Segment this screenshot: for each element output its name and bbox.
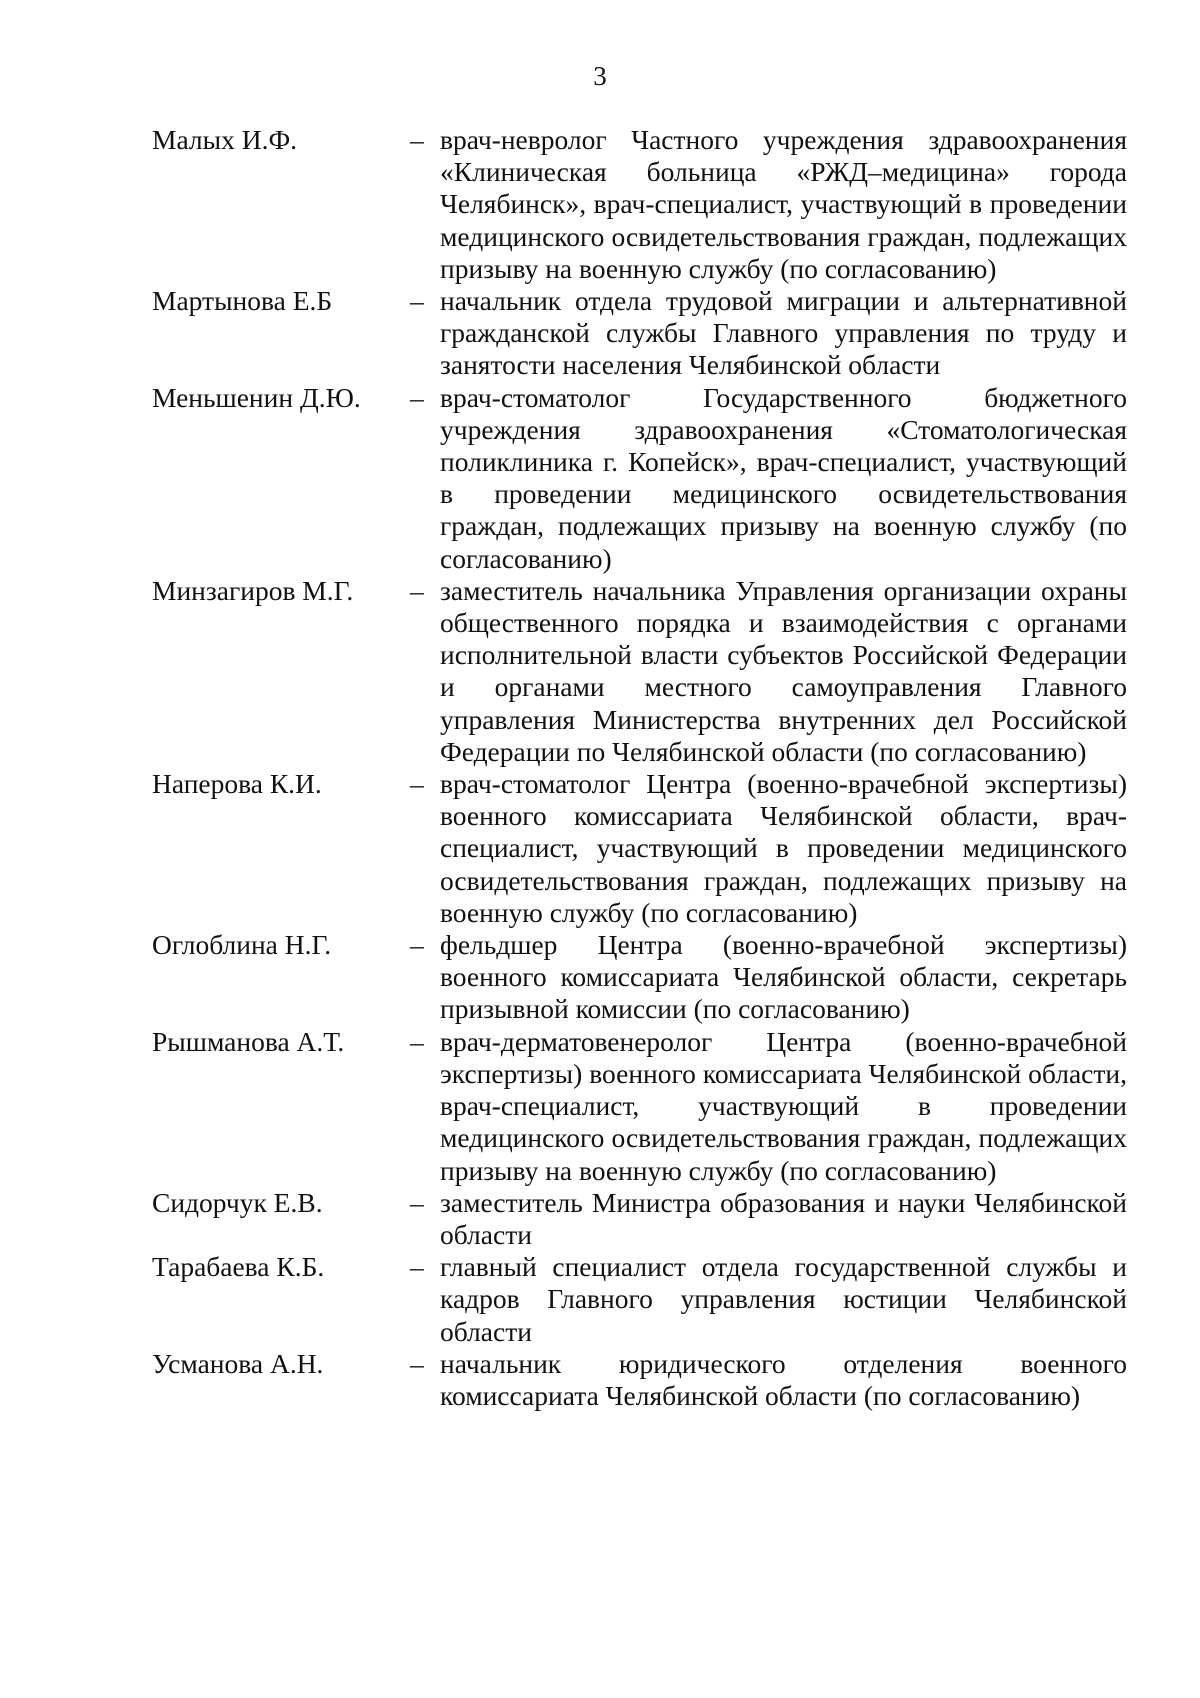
- dash-separator: –: [410, 1347, 424, 1379]
- member-name: Усманова А.Н.: [152, 1347, 324, 1379]
- page-number: 3: [593, 61, 607, 91]
- member-name: Минзагиров М.Г.: [152, 574, 354, 606]
- dash-separator: –: [410, 285, 424, 317]
- member-description: врач-невролог Частного учреждения здравоохранения «Клиническая больница «РЖД–медицина» города Челябинск», врач-специалист, участвующий в проведении медицинского освидетельствования граждан, подлежащих призыву на военную службу (по согласованию): [440, 124, 1127, 284]
- dash-separator: –: [410, 124, 424, 155]
- member-entry: [152, 1187, 1127, 1251]
- commission-members-list: [152, 124, 1127, 1412]
- member-name: Тарабаева К.Б.: [152, 1251, 325, 1283]
- dash-separator: –: [410, 1186, 424, 1218]
- member-name: Сидорчук Е.В.: [152, 1186, 323, 1218]
- member-entry: [152, 382, 1127, 575]
- dash-separator: –: [410, 768, 424, 800]
- member-description: врач-стоматолог Государственного бюджетного учреждения здравоохранения «Стоматологическая поликлиника г. Копейск», врач-специалист, участвующий в проведении медицинского освидетельствования граждан, подлежащих призыву на военную службу (по согласованию): [440, 381, 1127, 574]
- member-entry: [152, 1348, 1127, 1412]
- member-name: Меньшенин Д.Ю.: [152, 381, 361, 413]
- member-description: начальник юридического отделения военного комиссариата Челябинской области (по согласованию): [440, 1347, 1127, 1411]
- dash-separator: –: [410, 1251, 424, 1283]
- member-entry: [152, 1251, 1127, 1348]
- member-description: заместитель Министра образования и науки Челябинской области: [440, 1186, 1127, 1250]
- member-name: Оглоблина Н.Г.: [152, 929, 332, 961]
- member-entry: [152, 285, 1127, 382]
- member-entry: [152, 768, 1127, 929]
- dash-separator: –: [410, 929, 424, 961]
- member-name: Мартынова Е.Б: [152, 285, 333, 317]
- member-description: заместитель начальника Управления организации охраны общественного порядка и взаимодействия с органами исполнительной власти субъектов Российской Федерации и органами местного самоуправления Главного управления Министерства внутренних дел Российской Федерации по Челябинской области (по согласованию): [440, 574, 1127, 767]
- member-description: врач-стоматолог Центра (военно-врачебной экспертизы) военного комиссариата Челябинской области, врач-специалист, участвующий в проведении медицинского освидетельствования граждан, подлежащих призыву на военную службу (по согласованию): [440, 768, 1127, 928]
- member-entry: [152, 124, 1127, 285]
- member-entry: [152, 929, 1127, 1026]
- member-name: Рышманова А.Т.: [152, 1025, 345, 1057]
- member-name: Наперова К.И.: [152, 768, 322, 800]
- dash-separator: –: [410, 1025, 424, 1057]
- member-description: начальник отдела трудовой миграции и альтернативной гражданской службы Главного управления по труду и занятости населения Челябинской области: [440, 285, 1127, 381]
- member-description: главный специалист отдела государственной службы и кадров Главного управления юстиции Челябинской области: [440, 1251, 1127, 1347]
- dash-separator: –: [410, 381, 424, 413]
- member-description: врач-дерматовенеролог Центра (военно-врачебной экспертизы) военного комиссариата Челябинской области, врач-специалист, участвующий в проведении медицинского освидетельствования граждан, подлежащих призыву на военную службу (по согласованию): [440, 1025, 1127, 1186]
- member-description: фельдшер Центра (военно-врачебной экспертизы) военного комиссариата Челябинской области, секретарь призывной комиссии (по согласованию): [440, 929, 1127, 1025]
- member-entry: [152, 575, 1127, 768]
- member-entry: [152, 1026, 1127, 1187]
- member-name: Малых И.Ф.: [152, 124, 298, 155]
- dash-separator: –: [410, 574, 424, 606]
